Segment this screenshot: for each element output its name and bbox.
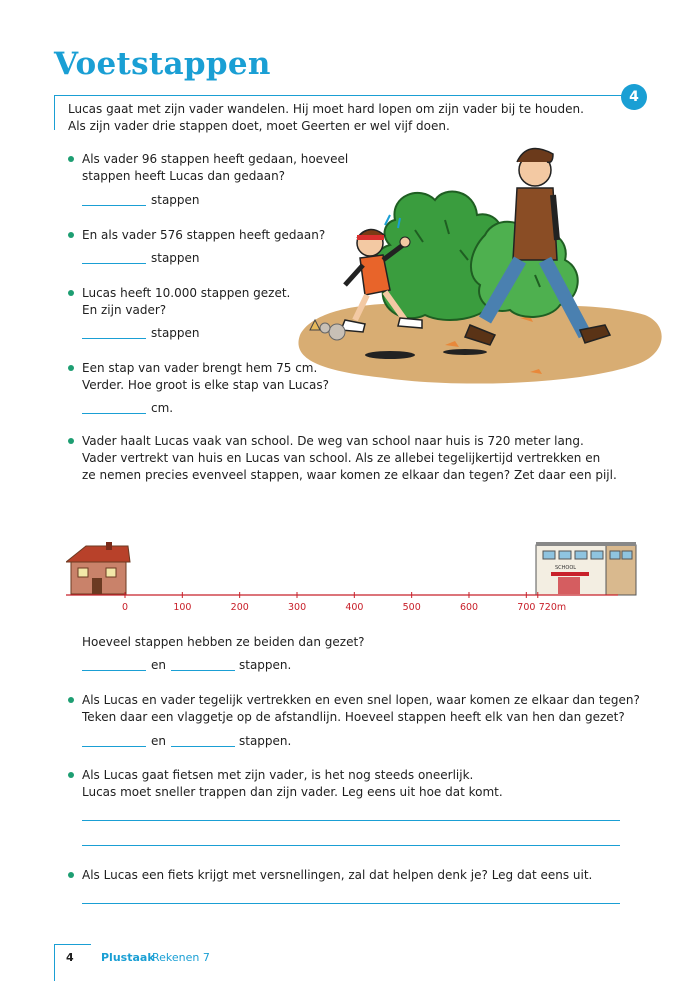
page-number: 4: [66, 951, 74, 964]
q1-line-1: Als vader 96 stappen heeft gedaan, hoeveel: [82, 152, 349, 166]
house-icon: [66, 542, 130, 594]
number-line-tick-label: 200: [230, 602, 249, 613]
q6-conj: en: [151, 658, 166, 672]
q9-answer-line[interactable]: [82, 903, 620, 904]
q6-unit: stappen.: [239, 658, 292, 672]
q7-line-2: Teken daar een vlaggetje op de afstandlijn. Hoeveel stappen heeft elk van hen dan gezet?: [82, 710, 625, 724]
q8-line-2: Lucas moet sneller trappen dan zijn vader. Leg eens uit hoe dat komt.: [82, 785, 503, 799]
bullet-icon: [68, 232, 74, 238]
number-line-tick-label: 400: [345, 602, 364, 613]
q6-line-1: Hoeveel stappen hebben ze beiden dan gezet?: [82, 635, 365, 649]
q4-line-1: Een stap van vader brengt hem 75 cm.: [82, 361, 318, 375]
bullet-icon: [68, 290, 74, 296]
q2-answer-field[interactable]: [82, 263, 146, 264]
school-icon: [536, 542, 636, 595]
q7-unit: stappen.: [239, 734, 292, 748]
q7-conj: en: [151, 734, 166, 748]
page-title: Voetstappen: [54, 46, 271, 82]
bullet-icon: [68, 156, 74, 162]
q3-answer-field[interactable]: [82, 338, 146, 339]
q5-line-2: Vader vertrekt van huis en Lucas van school. Als ze allebei tegelijkertijd vertrekken en: [82, 451, 601, 465]
q8-answer-line-2[interactable]: [82, 845, 620, 846]
q1-unit: stappen: [151, 193, 200, 207]
q3-unit: stappen: [151, 326, 200, 340]
q2-unit: stappen: [151, 251, 200, 265]
page-badge: 4: [621, 84, 647, 110]
q3-line-1: Lucas heeft 10.000 stappen gezet.: [82, 286, 291, 300]
q6-answer-field-2[interactable]: [171, 670, 235, 671]
bullet-icon: [68, 697, 74, 703]
number-line-tick-label: 600: [459, 602, 479, 613]
q7-answer-field-2[interactable]: [171, 746, 235, 747]
bullet-icon: [68, 772, 74, 778]
school-sign: SCHOOL: [555, 565, 577, 571]
footer-brand: Plustaak: [101, 951, 155, 964]
number-line-end-label: 720m: [538, 602, 567, 613]
q1-answer-field[interactable]: [82, 205, 146, 206]
q5-line-1: Vader haalt Lucas vaak van school. De weg van school naar huis is 720 meter lang.: [82, 434, 584, 448]
intro-line-1: Lucas gaat met zijn vader wandelen. Hij moet hard lopen om zijn vader bij te houden.: [68, 102, 584, 116]
walking-illustration: [295, 140, 670, 395]
q3-line-2: En zijn vader?: [82, 303, 167, 317]
q4-line-2: Verder. Hoe groot is elke stap van Lucas?: [82, 378, 330, 392]
q1-line-2: stappen heeft Lucas dan gedaan?: [82, 169, 286, 183]
q2-line-1: En als vader 576 stappen heeft gedaan?: [82, 228, 326, 242]
q7-line-1: Als Lucas en vader tegelijk vertrekken en even snel lopen, waar komen ze elkaar dan tegen?: [82, 693, 640, 707]
q6-answer-field-1[interactable]: [82, 670, 146, 671]
q7-answer-field-1[interactable]: [82, 746, 146, 747]
intro-line-2: Als zijn vader drie stappen doet, moet Geerten er wel vijf doen.: [68, 119, 450, 133]
q9-line-1: Als Lucas een fiets krijgt met versnellingen, zal dat helpen denk je? Leg dat eens uit.: [82, 868, 593, 882]
footer-subtitle: Rekenen 7: [152, 951, 210, 964]
q4-unit: cm.: [151, 401, 174, 415]
number-line-tick-label: 300: [287, 602, 307, 613]
q5-line-3: ze nemen precies evenveel stappen, waar komen ze elkaar dan tegen? Zet daar een pijl.: [82, 468, 617, 482]
number-line-tick-label: 0: [122, 602, 129, 613]
q8-line-1: Als Lucas gaat fietsen met zijn vader, is het nog steeds oneerlijk.: [82, 768, 474, 782]
number-line-tick-label: 100: [173, 602, 192, 613]
number-line-tick-label: 500: [402, 602, 421, 613]
distance-number-line[interactable]: [66, 540, 638, 600]
q8-answer-line-1[interactable]: [82, 820, 620, 821]
bullet-icon: [68, 365, 74, 371]
bullet-icon: [68, 872, 74, 878]
bullet-icon: [68, 438, 74, 444]
number-line-tick-label: 700: [517, 602, 536, 613]
q4-answer-field[interactable]: [82, 413, 146, 414]
